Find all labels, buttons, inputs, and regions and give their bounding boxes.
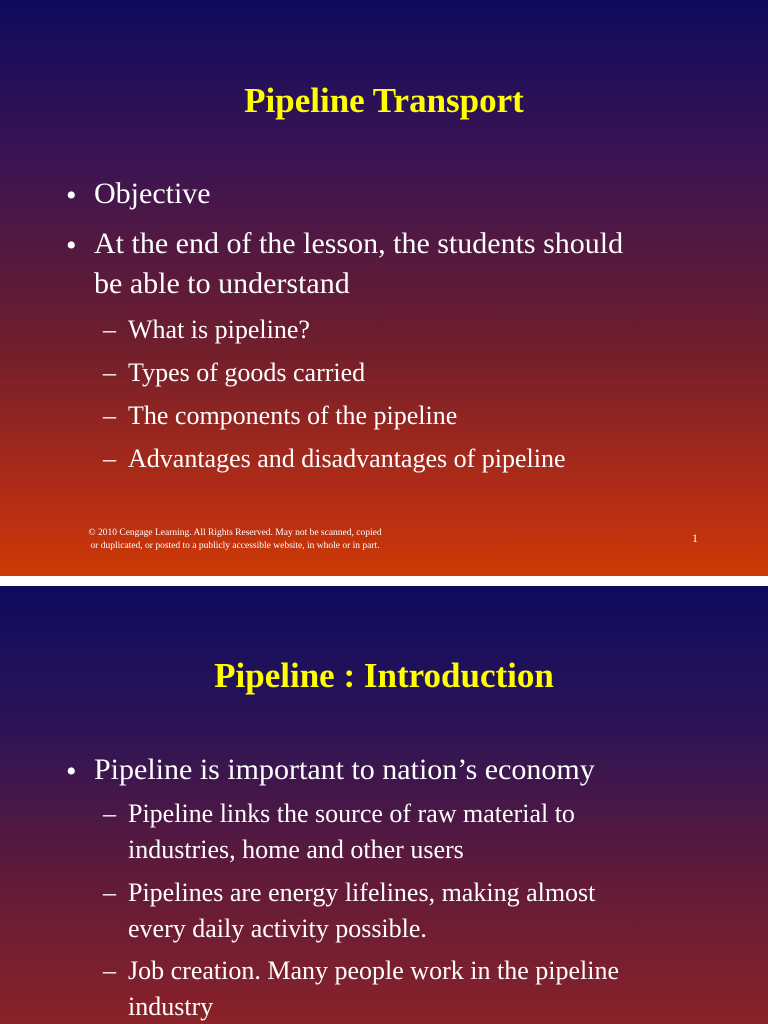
subbullet-components: The components of the pipeline — [128, 401, 458, 430]
bullet-lesson-line2: be able to understand — [94, 267, 350, 300]
copyright-footer — [60, 527, 410, 553]
page-number: 1 — [692, 531, 698, 545]
dash-marker: – — [103, 956, 116, 985]
subbullet-advantages: Advantages and disadvantages of pipeline — [128, 444, 566, 473]
subbullet-links-line1: Pipeline links the source of raw material to — [128, 799, 575, 828]
subbullet-jobs-line2: industry — [128, 992, 214, 1021]
subbullet-what-is-pipeline: What is pipeline? — [128, 315, 310, 344]
subbullet-links-line2: industries, home and other users — [128, 835, 464, 864]
bullet-importance: Pipeline is important to nation’s economy — [94, 753, 595, 786]
slide-title: Pipeline : Introduction — [214, 656, 554, 695]
dash-marker: – — [103, 401, 116, 430]
dash-marker: – — [103, 315, 116, 344]
subbullet-energy-line2: every daily activity possible. — [128, 914, 427, 943]
bullet-marker: • — [66, 179, 77, 212]
copyright-line-1: © 2010 Cengage Learning. All Rights Reserved. May not be scanned, copied — [88, 528, 382, 538]
slide-2 — [0, 586, 768, 1024]
bullet-marker: • — [66, 755, 77, 788]
bullet-lesson-line1: At the end of the lesson, the students should — [94, 227, 624, 260]
slide-title: Pipeline Transport — [244, 81, 524, 120]
dash-marker: – — [103, 358, 116, 387]
subbullet-energy-line1: Pipelines are energy lifelines, making almost — [128, 878, 596, 907]
dash-marker: – — [103, 799, 116, 828]
copyright-line-2: or duplicated, or posted to a publicly accessible website, in whole or in part. — [90, 541, 380, 551]
subbullet-types-of-goods: Types of goods carried — [128, 358, 366, 387]
dash-marker: – — [103, 878, 116, 907]
dash-marker: – — [103, 444, 116, 473]
bullet-objective: Objective — [94, 177, 211, 210]
bullet-marker: • — [66, 229, 77, 262]
subbullet-jobs-line1: Job creation. Many people work in the pipeline — [128, 956, 619, 985]
